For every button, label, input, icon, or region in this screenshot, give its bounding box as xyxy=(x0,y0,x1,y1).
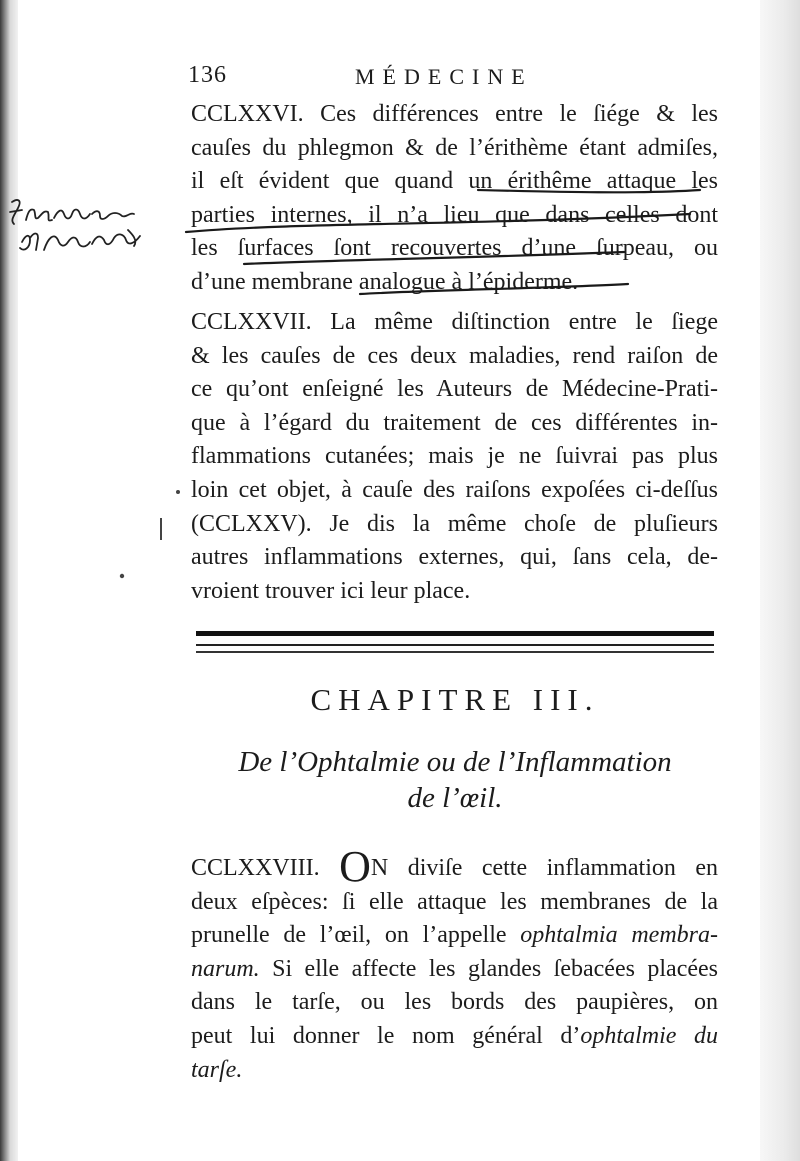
chapter-subtitle-line2: de l’œil. xyxy=(407,782,503,814)
chapter-title: CHAPITRE III. xyxy=(310,682,600,717)
text-line: parties internes, il n’a lieu que dans celles dont xyxy=(191,201,718,228)
chapter-rule-thin xyxy=(196,651,714,653)
text-line: (CCLXXV). Je dis la même choſe de pluſieurs xyxy=(191,510,718,537)
running-head xyxy=(0,62,800,92)
italic-term: ophtalmia membra- xyxy=(520,922,718,949)
chapter-rule-thin xyxy=(196,644,714,646)
paragraph-cclxxvi xyxy=(191,98,718,300)
text-line: flammations cutanées; mais je ne ſuivrai pas plus xyxy=(191,443,718,470)
paragraph-cclxxviii xyxy=(191,842,718,1087)
page-number: 136 xyxy=(188,62,227,88)
text-line: cauſes du phlegmon & de l’érithème étant admiſes, xyxy=(191,134,718,161)
text-line: ce qu’ont enſeigné les Auteurs de Médecine-Prati- xyxy=(191,376,718,403)
text-line: & les cauſes de ces deux maladies, rend raiſon de xyxy=(191,342,718,369)
drop-capital: O xyxy=(339,842,371,891)
running-title: MÉDECINE xyxy=(355,64,533,89)
chapter-rule-thick xyxy=(196,631,714,636)
text-line: autres inflammations externes, qui, ſans cela, de- xyxy=(191,544,718,571)
handwriting-icon xyxy=(0,190,170,280)
text-line xyxy=(191,1020,718,1054)
text-line: loin cet objet, à cauſe des raiſons expoſées ci-deſſus xyxy=(191,476,718,503)
paragraph-number: CCLXXVIII. xyxy=(191,855,320,881)
text-line: vroient trouver ici leur place. xyxy=(191,577,471,604)
page-right-edge xyxy=(760,0,800,1161)
text-fragment: Si elle affecte les glandes ſebacées placées xyxy=(259,955,718,982)
text-line: dans le tarſe, ou les bords des paupières, on xyxy=(191,989,718,1016)
text-fragment: N diviſe cette inflammation en xyxy=(370,855,718,881)
page-gutter-shadow xyxy=(0,0,18,1161)
paragraph-cclxxvii xyxy=(191,306,718,608)
text-fragment: peut lui donner le nom général d’ xyxy=(191,1022,581,1049)
chapter-subtitle-line1: De l’Ophtalmie ou de l’Inflammation xyxy=(238,746,672,778)
text-line: CCLXXVI. Ces différences entre le ſiége & les xyxy=(191,101,718,127)
text-line: les ſurfaces ſont recouvertes d’une ſurpeau, ou xyxy=(191,235,718,262)
chapter-subtitle xyxy=(196,744,714,816)
italic-term: narum. xyxy=(191,955,260,982)
text-line: que à l’égard du traitement de ces différentes in- xyxy=(191,409,718,436)
text-line: d’une membrane analogue à l’épiderme. xyxy=(191,268,579,295)
text-line: tarſe. xyxy=(191,1056,243,1083)
text-line: deux eſpèces: ſi elle attaque les membranes de la xyxy=(191,888,718,915)
text-line-first xyxy=(191,842,718,891)
text-line: il eſt évident que quand un érithême attaque les xyxy=(191,168,718,195)
italic-term: ophtalmie du xyxy=(580,1022,718,1049)
text-line xyxy=(191,919,718,953)
text-fragment: prunelle de l’œil, on l’appelle xyxy=(191,922,521,949)
text-line: CCLXXVII. La même diſtinction entre le ſiege xyxy=(191,309,718,335)
text-line xyxy=(191,953,718,987)
handwritten-margin-note xyxy=(0,190,170,280)
